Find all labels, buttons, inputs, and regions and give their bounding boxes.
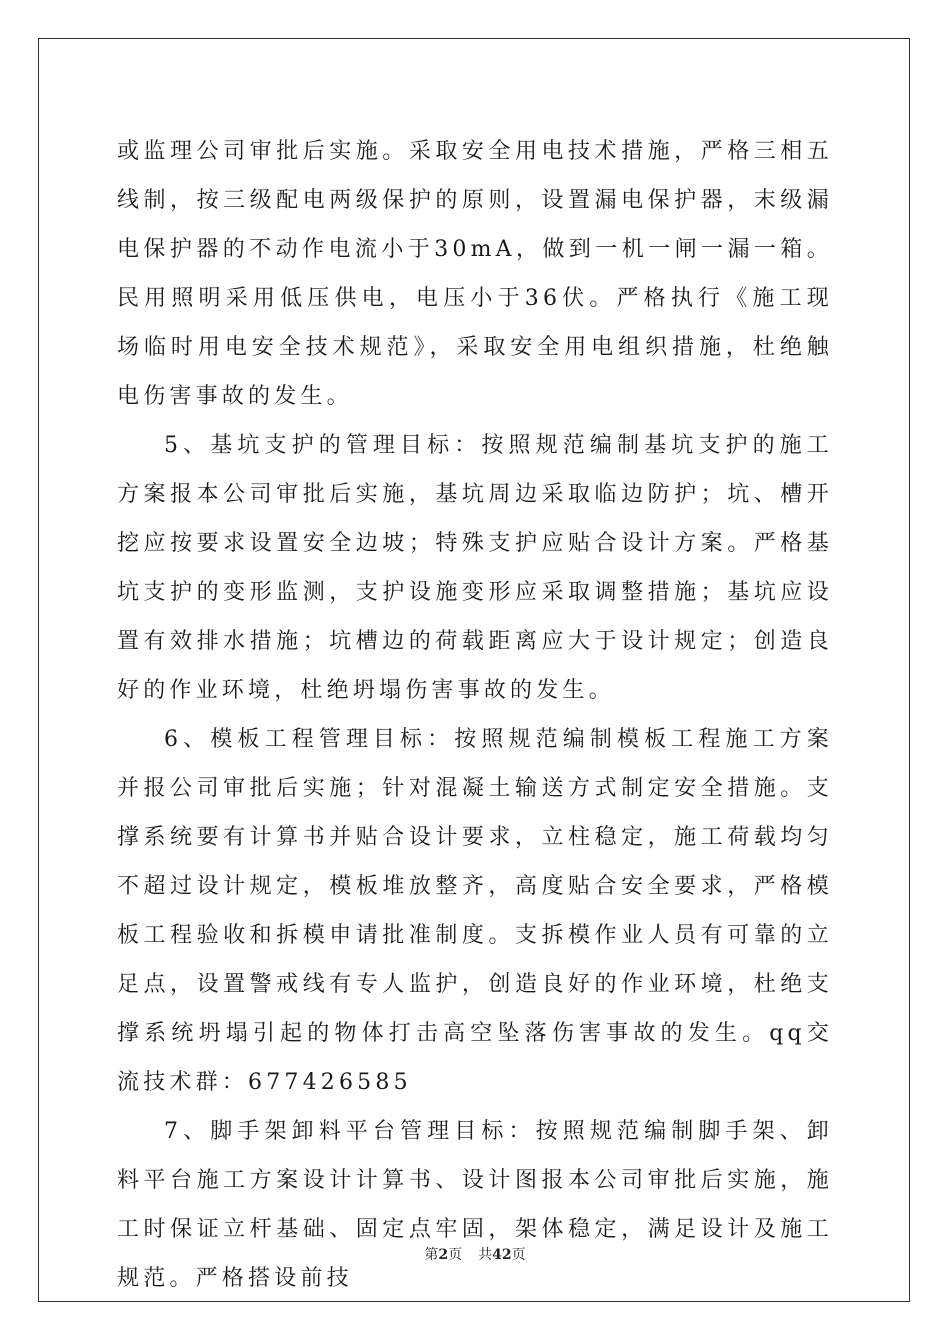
paragraph-item-5: 5、基坑支护的管理目标：按照规范编制基坑支护的施工方案报本公司审批后实施，基坑周边采取临边防护；坑、槽开挖应按要求设置安全边坡；特殊支护应贴合设计方案。严格基坑支护的变形监测，支护设施变形应采取调整措施；基坑应设置有效排水措施；坑槽边的荷载距离应大于设计规定；创造良好的作业环境，杜绝坍塌伤害事故的发生。 [117, 433, 833, 703]
total-suffix: 页 [511, 1247, 526, 1263]
paragraph-item-6: 6、模板工程管理目标：按照规范编制模板工程施工方案并报公司审批后实施；针对混凝土输送方式制定安全措施。支撑系统要有计算书并贴合设计要求，立柱稳定，施工荷载均匀不超过设计规定，模板堆放整齐，高度贴合安全要求，严格模板工程验收和拆模申请批准制度。支拆模作业人员有可靠的立足点，设置警戒线有专人监护，创造良好的作业环境，杜绝支撑系统坍塌引起的物体打击高空坠落伤害事故的发生。qq交流技术群：677426585 [117, 727, 833, 1095]
page-footer [0, 1244, 950, 1264]
paragraph-continuation: 或监理公司审批后实施。采取安全用电技术措施，严格三相五线制，按三级配电两级保护的原则，设置漏电保护器，末级漏电保护器的不动作电流小于30mA，做到一机一闸一漏一箱。民用照明采用低压供电，电压小于36伏。严格执行《施工现场临时用电安全技术规范》，采取安全用电组织措施，杜绝触电伤害事故的发生。 [117, 139, 833, 409]
page-prefix: 第 [424, 1247, 439, 1263]
total-prefix: 共 [478, 1247, 493, 1263]
page-number: 2 [438, 1247, 449, 1263]
document-body [117, 127, 833, 1303]
page-suffix: 页 [448, 1247, 463, 1263]
total-pages: 42 [492, 1247, 512, 1263]
paragraph-item-7: 7、脚手架卸料平台管理目标：按照规范编制脚手架、卸料平台施工方案设计计算书、设计图报本公司审批后实施，施工时保证立杆基础、固定点牢固，架体稳定，满足设计及施工规范。严格搭设前技 [117, 1119, 833, 1291]
